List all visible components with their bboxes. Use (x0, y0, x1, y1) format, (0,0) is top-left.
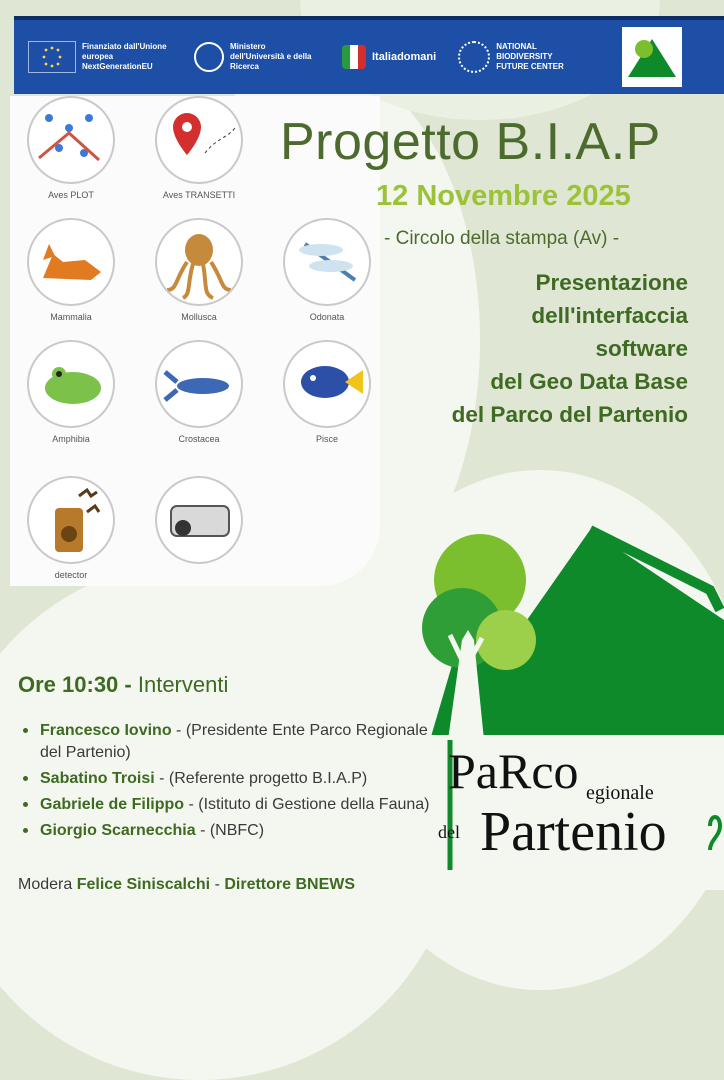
page-title: Progetto B.I.A.P (280, 113, 661, 171)
speaker-role: - (NBFC) (200, 822, 265, 839)
event-description (452, 266, 688, 431)
speaker-role: - (Presidente Ente Parco Regionale del Partenio) (40, 722, 428, 761)
italiadomani-label: Italiadomani (372, 51, 437, 63)
species-item (16, 340, 126, 444)
italiadomani-logo (342, 45, 436, 69)
moderator-line (18, 876, 438, 894)
map-pin-icon (155, 96, 243, 184)
species-label: Aves PLOT (48, 190, 94, 200)
eu-label: Finanziato dall'Unione europea NextGenerationEU (82, 42, 167, 71)
moderator-role: Direttore BNEWS (224, 876, 356, 893)
speakers-list (18, 718, 438, 842)
camera-trap-icon (155, 476, 243, 564)
desc-line: dell'interfaccia (531, 303, 688, 328)
desc-line: del Parco del Partenio (451, 402, 688, 427)
crayfish-icon (155, 340, 243, 428)
list-item (40, 818, 438, 842)
list-item (40, 766, 438, 790)
species-item (144, 96, 254, 200)
species-item (144, 476, 254, 564)
speaker-name: Gabriele de Filippo (40, 796, 185, 813)
species-label: Crostacea (178, 434, 220, 444)
eu-logo (28, 41, 172, 73)
frog-icon (27, 340, 115, 428)
fish-icon (283, 340, 371, 428)
event-venue: - Circolo della stampa (Av) - (384, 228, 620, 249)
globe-icon (458, 41, 490, 73)
species-item (144, 340, 254, 444)
speaker-role: - (Istituto di Gestione della Fauna) (188, 796, 430, 813)
species-item (272, 218, 382, 322)
species-item (16, 476, 126, 580)
dragonfly-icon (283, 218, 371, 306)
desc-line: Presentazione (535, 270, 688, 295)
speaker-name: Francesco Iovino (40, 722, 172, 739)
list-item (40, 718, 438, 764)
desc-line: software (595, 336, 688, 361)
species-item (272, 340, 382, 444)
moderator-prefix: Modera (18, 876, 73, 893)
speaker-name: Giorgio Scarnecchia (40, 822, 196, 839)
logo-regionale: egionale (586, 782, 654, 804)
octopus-icon (155, 218, 243, 306)
fox-icon (27, 218, 115, 306)
agenda-heading (18, 672, 438, 698)
species-label: Mammalia (50, 312, 92, 322)
seal-icon (194, 42, 224, 72)
sponsor-banner (14, 16, 724, 94)
species-label: Amphibia (52, 434, 90, 444)
moderator-name: Felice Siniscalchi (76, 876, 211, 893)
species-label: Aves TRANSETTI (162, 190, 236, 200)
parco-partenio-logo (410, 510, 724, 890)
species-label: Odonata (309, 312, 345, 322)
species-item (16, 96, 126, 200)
speaker-role: - (Referente progetto B.I.A.P) (159, 770, 368, 787)
bird-plot-icon (27, 96, 115, 184)
agenda-section (18, 672, 438, 894)
agenda-label: Interventi (137, 672, 229, 697)
logo-parco: PaRco (448, 743, 579, 799)
list-item (40, 792, 438, 816)
moderator-separator: - (214, 876, 220, 893)
parco-small-logo (622, 27, 682, 87)
species-item (144, 218, 254, 322)
eu-flag-icon (28, 41, 76, 73)
nbfc-label: NATIONAL BIODIVERSITY FUTURE CENTER (496, 42, 564, 71)
desc-line: del Geo Data Base (490, 369, 688, 394)
species-label: Pisce (315, 434, 338, 444)
nbfc-logo (458, 41, 586, 73)
species-label: detector (54, 570, 88, 580)
agenda-time: Ore 10:30 - (18, 672, 132, 697)
logo-partenio: Partenio (480, 801, 667, 863)
bat-detector-icon (27, 476, 115, 564)
mur-logo (194, 42, 320, 72)
speaker-name: Sabatino Troisi (40, 770, 155, 787)
italy-flag-icon (342, 45, 366, 69)
event-date: 12 Novembre 2025 (376, 180, 631, 212)
species-label: Mollusca (181, 312, 217, 322)
mur-label: Ministero dell'Università e della Ricerca (230, 42, 312, 71)
logo-del: del (438, 822, 460, 842)
species-item (16, 218, 126, 322)
